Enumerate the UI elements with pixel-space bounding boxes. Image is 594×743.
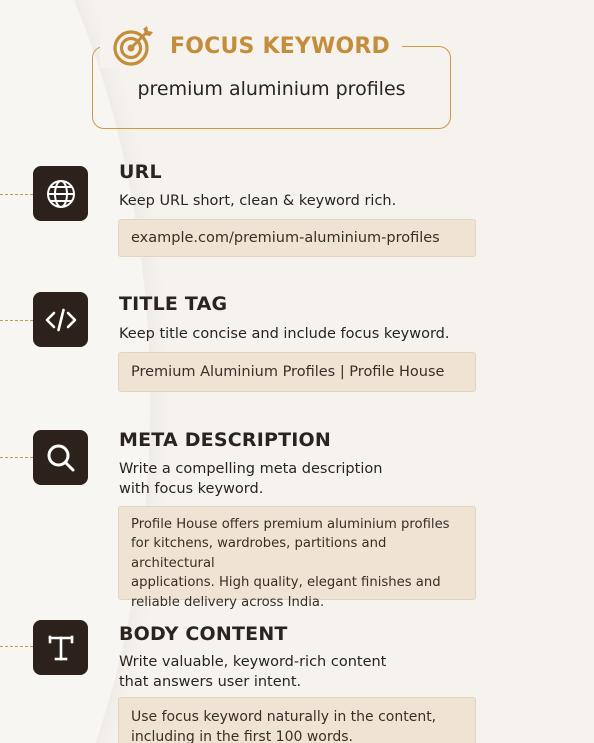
example-line: including in the first 100 words. [131, 729, 353, 743]
url-example: example.com/premium-aluminium-profiles [118, 219, 476, 257]
url-description: Keep URL short, clean & keyword rich. [119, 193, 397, 209]
example-line: for kitchens, wardrobes, partitions and architectural [131, 536, 387, 571]
meta-description-title: META DESCRIPTION [119, 429, 331, 451]
title-tag-description: Keep title concise and include focus keyword. [119, 326, 450, 342]
title-tag-title: TITLE TAG [119, 293, 228, 315]
connector-line [0, 457, 33, 458]
url-title: URL [119, 161, 162, 183]
body-content-line: that answers user intent. [119, 674, 302, 690]
text-t-icon [44, 631, 78, 665]
search-icon [44, 441, 78, 475]
globe-icon [44, 177, 78, 211]
connector-line [0, 320, 33, 321]
target-arrow-icon [112, 25, 154, 67]
focus-keyword-heading [100, 24, 402, 68]
connector-line [0, 646, 33, 647]
meta-description-icon-tile [33, 430, 88, 485]
meta-description-line: Write a compelling meta description [119, 461, 383, 477]
connector-line [0, 194, 33, 195]
title-tag-icon-tile [33, 292, 88, 347]
body-content-title: BODY CONTENT [119, 623, 288, 645]
meta-description-example [118, 506, 476, 610]
url-icon-tile [33, 166, 88, 221]
body-content-example [118, 697, 476, 743]
example-line: Profile House offers premium aluminium profiles [131, 517, 450, 532]
focus-keyword-value: premium aluminium profiles [137, 78, 406, 100]
code-icon [44, 303, 78, 337]
focus-keyword-title: FOCUS KEYWORD [170, 33, 391, 59]
body-content-icon-tile [33, 620, 88, 675]
example-line: Use focus keyword naturally in the content, [131, 709, 437, 725]
meta-description-text [119, 459, 382, 499]
example-line: reliable delivery across India. [131, 594, 325, 610]
body-content-line: Write valuable, keyword-rich content [119, 654, 387, 670]
title-tag-example: Premium Aluminium Profiles | Profile House [118, 352, 476, 392]
body-content-text [119, 652, 386, 692]
meta-description-line: with focus keyword. [119, 481, 264, 497]
example-line: applications. High quality, elegant finishes and [131, 575, 441, 591]
